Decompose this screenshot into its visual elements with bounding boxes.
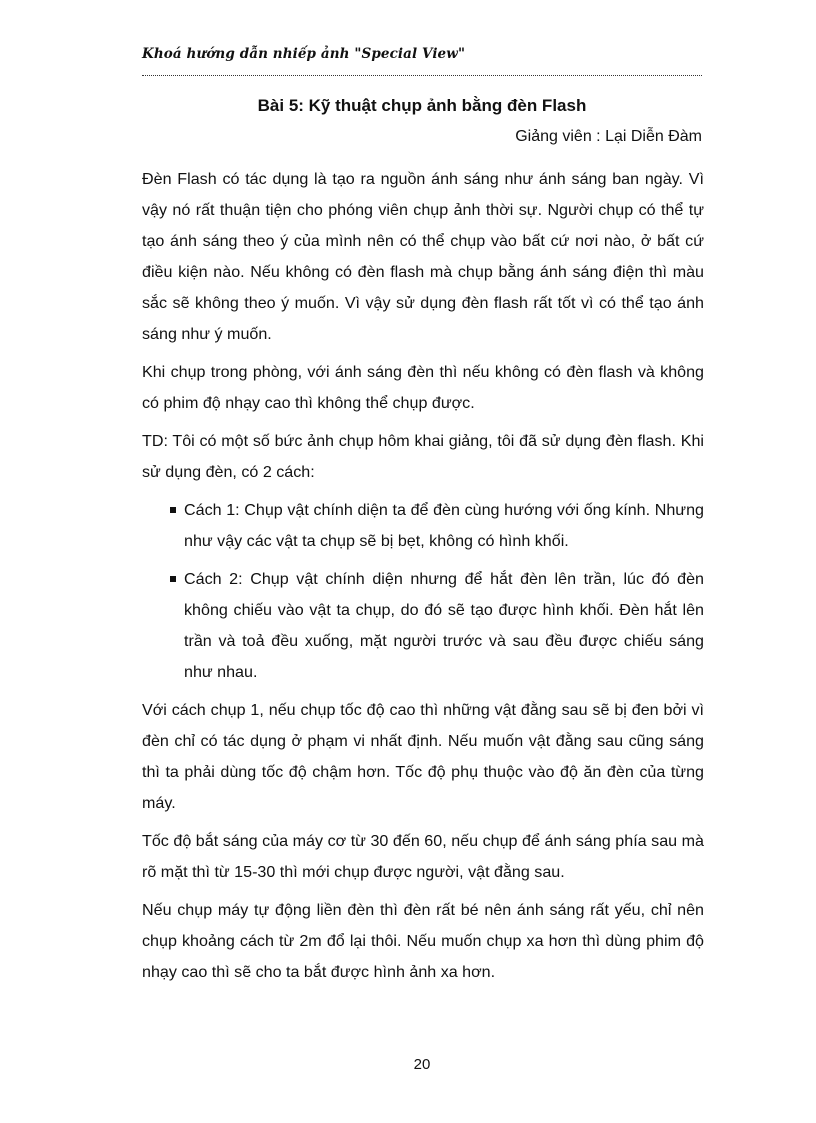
- list-item: [142, 495, 704, 557]
- list-item-text: Cách 1: Chụp vật chính diện ta để đèn cùng hướng với ống kính. Nhưng như vậy các vật ta chụp sẽ bị bẹt, không có hình khối.: [184, 501, 704, 550]
- lesson-title: Bài 5: Kỹ thuật chụp ảnh bằng đèn Flash: [257, 96, 587, 115]
- methods-list: [142, 495, 704, 688]
- running-header-title: Khoá hướng dẫn nhiếp ảnh "Special View": [142, 46, 466, 62]
- paragraph-shutter-speed: Tốc độ bắt sáng của máy cơ từ 30 đến 60, nếu chụp để ánh sáng phía sau mà rõ mặt thì từ 15-30 thì mới chụp được người, vật đằng sau.: [142, 832, 704, 881]
- paragraph-intro: Đèn Flash có tác dụng là tạo ra nguồn ánh sáng như ánh sáng ban ngày. Vì vậy nó rất thuận tiện cho phóng viên chụp ảnh thời sự. Người chụp có thể tự tạo ánh sáng theo ý của mình nên có thể chụp vào bất cứ nơi nào, ở bất cứ điều kiện nào. Nếu không có đèn flash mà chụp bằng ánh sáng điện thì màu sắc sẽ không theo ý muốn. Vì vậy sử dụng đèn flash rất tốt vì có thể tạo ánh sáng như ý muốn.: [142, 170, 704, 343]
- paragraph-example: TD: Tôi có một số bức ảnh chụp hôm khai giảng, tôi đã sử dụng đèn flash. Khi sử dụng đèn, có 2 cách:: [142, 432, 704, 481]
- lecturer-line: Giảng viên : Lại Diễn Đàm: [515, 128, 702, 145]
- square-bullet-icon: [170, 576, 176, 582]
- body-text: [142, 164, 704, 995]
- paragraph-auto-camera: Nếu chụp máy tự động liền đèn thì đèn rất bé nên ánh sáng rất yếu, chỉ nên chụp khoảng cách từ 2m đổ lại thôi. Nếu muốn chụp xa hơn thì dùng phim độ nhạy cao thì sẽ cho ta bắt được hình ảnh xa hơn.: [142, 901, 704, 981]
- page-number: 20: [413, 1056, 431, 1073]
- list-item: [142, 564, 704, 688]
- paragraph-method-one: Với cách chụp 1, nếu chụp tốc độ cao thì những vật đằng sau sẽ bị đen bởi vì đèn chỉ có tác dụng ở phạm vi nhất định. Nếu muốn vật đằng sau cũng sáng thì ta phải dùng tốc độ chậm hơn. Tốc độ phụ thuộc vào độ ăn đèn của từng máy.: [142, 701, 704, 812]
- header-dotted-rule: [142, 75, 702, 76]
- square-bullet-icon: [170, 507, 176, 513]
- list-item-text: Cách 2: Chụp vật chính diện nhưng để hắt đèn lên trần, lúc đó đèn không chiếu vào vật ta chụp, do đó sẽ tạo được hình khối. Đèn hắt lên trần và toả đều xuống, mặt người trước và sau đều được chiếu sáng như nhau.: [184, 570, 704, 681]
- paragraph-indoor: Khi chụp trong phòng, với ánh sáng đèn thì nếu không có đèn flash và không có phim độ nhạy cao thì không thể chụp được.: [142, 363, 704, 412]
